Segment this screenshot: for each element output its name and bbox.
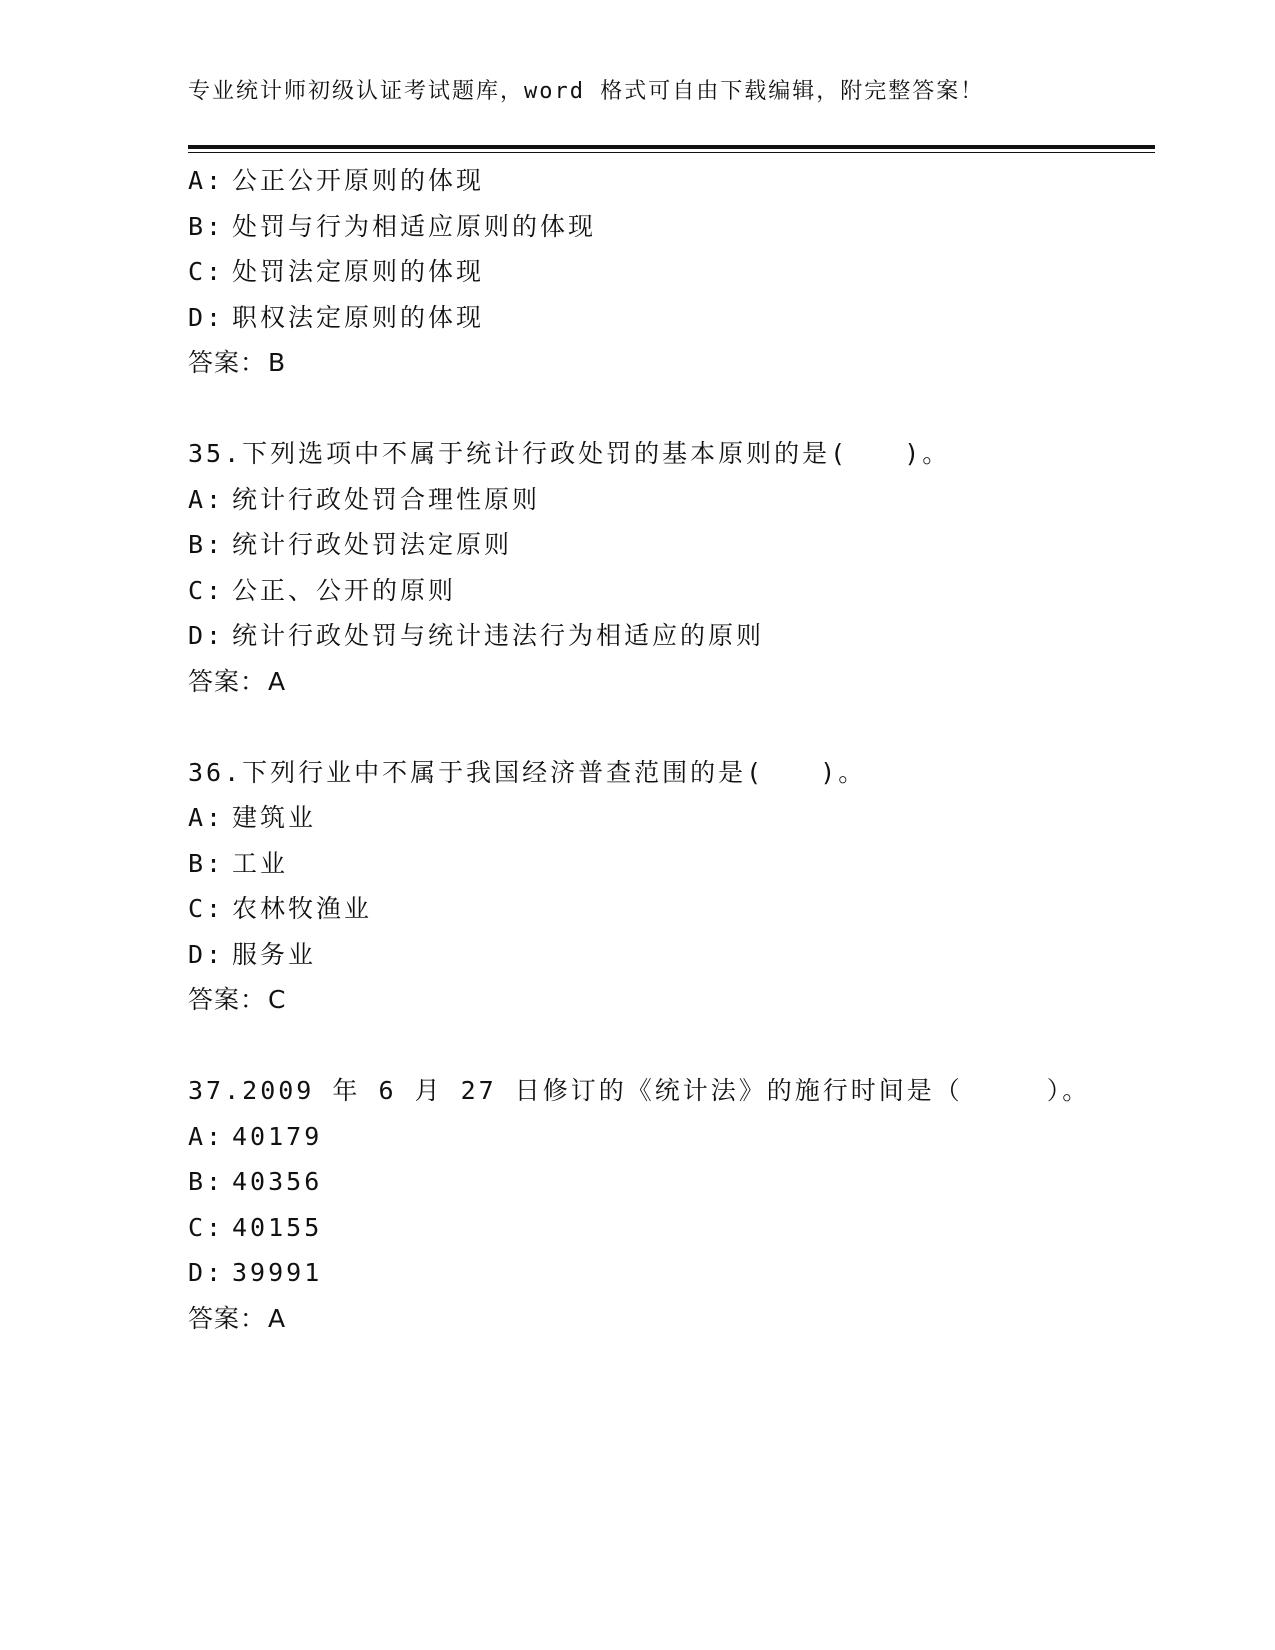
option-text: 建筑业	[232, 803, 317, 832]
option-text: 农林牧渔业	[232, 894, 373, 923]
answer-value: A	[268, 666, 287, 696]
answer-line	[188, 977, 1148, 1023]
option-letter: D:	[188, 302, 225, 332]
option-letter: B:	[188, 848, 225, 878]
answer-line	[188, 1296, 1148, 1342]
spacer	[188, 386, 1148, 432]
option-letter: B:	[188, 1167, 225, 1196]
option-text: 统计行政处罚合理性原则	[232, 484, 541, 514]
option-letter: C:	[188, 575, 225, 605]
header-rule-thin	[188, 152, 1155, 153]
option-c	[188, 1205, 1148, 1251]
answer-value: A	[268, 1303, 287, 1333]
content	[188, 158, 1148, 1341]
question-35	[188, 431, 1148, 704]
option-text: 职权法定原则的体现	[232, 302, 485, 332]
option-text: 统计行政处罚与统计违法行为相适应的原则	[232, 621, 765, 650]
option-b	[188, 1159, 1148, 1205]
option-letter: D:	[188, 939, 225, 969]
option-letter: A:	[188, 166, 225, 195]
option-letter: C:	[188, 1212, 225, 1242]
question-stem: 37.2009 年 6 月 27 日修订的《统计法》的施行时间是（ ）。	[188, 1076, 1091, 1105]
option-text: 公正公开原则的体现	[232, 166, 485, 195]
answer-value: B	[268, 348, 287, 377]
option-text: 40155	[232, 1212, 323, 1242]
question-stem: 36.下列行业中不属于我国经济普查范围的是( )。	[188, 757, 867, 787]
option-letter: B:	[188, 211, 225, 241]
question-37	[188, 1068, 1148, 1341]
option-letter: A:	[188, 1121, 225, 1151]
answer-value: C	[268, 985, 287, 1014]
option-letter: D:	[188, 621, 225, 650]
question-36	[188, 750, 1148, 1023]
answer-label: 答案：	[188, 1303, 267, 1333]
option-a	[188, 477, 1148, 523]
answer-label: 答案：	[188, 666, 267, 696]
question-34-options	[188, 158, 1148, 386]
option-text: 公正、公开的原则	[232, 575, 457, 605]
option-letter: C:	[188, 257, 225, 286]
option-text: 工业	[232, 848, 289, 878]
option-a	[188, 795, 1148, 841]
option-text: 40356	[232, 1167, 323, 1196]
option-letter: B:	[188, 530, 225, 559]
question-stem: 35.下列选项中不属于统计行政处罚的基本原则的是( )。	[188, 439, 951, 468]
option-c	[188, 886, 1148, 932]
option-a	[188, 158, 1148, 204]
option-d	[188, 295, 1148, 341]
option-d	[188, 613, 1148, 659]
option-text: 统计行政处罚法定原则	[232, 530, 513, 559]
option-a	[188, 1114, 1148, 1160]
answer-line	[188, 659, 1148, 705]
answer-label: 答案：	[188, 985, 267, 1014]
spacer	[188, 1023, 1148, 1069]
header-text: 专业统计师初级认证考试题库，word 格式可自由下载编辑，附完整答案！	[188, 79, 985, 104]
option-b	[188, 204, 1148, 250]
option-letter: C:	[188, 894, 225, 923]
option-c	[188, 249, 1148, 295]
header-rule-thick	[188, 145, 1155, 149]
option-text: 39991	[232, 1258, 323, 1287]
option-text: 处罚法定原则的体现	[232, 257, 485, 286]
option-letter: D:	[188, 1258, 225, 1287]
option-text: 服务业	[232, 939, 317, 969]
option-letter: A:	[188, 803, 225, 832]
answer-label: 答案：	[188, 348, 267, 377]
option-letter: A:	[188, 484, 225, 514]
option-text: 处罚与行为相适应原则的体现	[232, 211, 597, 241]
option-d	[188, 1250, 1148, 1296]
option-b	[188, 522, 1148, 568]
option-text: 40179	[232, 1121, 323, 1151]
option-b	[188, 841, 1148, 887]
answer-line	[188, 340, 1148, 386]
spacer	[188, 704, 1148, 750]
option-c	[188, 568, 1148, 614]
option-d	[188, 932, 1148, 978]
